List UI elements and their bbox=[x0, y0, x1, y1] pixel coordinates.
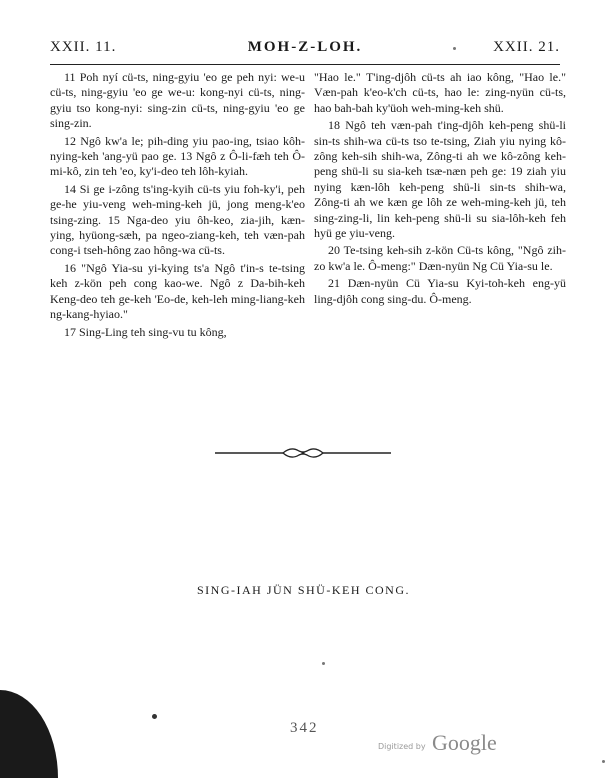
scan-corner-shadow bbox=[0, 690, 58, 778]
verse-paragraph: 20 Te-tsing keh-sih z-kön Cü-ts kông, "Ngô zih-zo kw'a le. Ô-meng:" Dæn-nyün Ng Cü Yia-su le. bbox=[314, 243, 566, 273]
verse-paragraph: 11 Poh nyí cü-ts, ning-gyiu 'eo ge peh nyi: we-u cü-ts, ning-gyiu 'eo ge we-u: kong-nyi cü-ts, ning-gyiu tso kong-nyi: sing-zin cü-ts, ning-gyiu 'eo ge sing-zin. bbox=[50, 70, 305, 131]
watermark-google-logo: Google bbox=[432, 730, 497, 755]
header-book-title: MOH-Z-LOH. bbox=[247, 39, 363, 55]
page-number: 342 bbox=[290, 720, 319, 736]
section-title: SING-IAH JÜN SHÜ-KEH CONG. bbox=[197, 583, 410, 597]
right-text-column bbox=[314, 70, 566, 307]
verse-paragraph: "Hao le." T'ing-djôh cü-ts ah iao kông, "Hao le." Væn-pah k'eo-k'ch cü-ts, hao le: zing-nyün cü-ts, hao bah-bah ky'üoh weh-ming-keh shü. bbox=[314, 70, 566, 115]
verse-paragraph: 18 Ngô teh væn-pah t'ing-djôh keh-peng shü-li sin-ts shih-wa cü-ts tso te-tsing, Ziah yiu nying kô-zông keh-sih shih-wa, Zông-ti ah we kô-zông keh-peng shü-li su sia-keh tsæ-næn peh ge: 19 ziah yiu nying kæn-lôh keh-peng shü-li sin-ts shih-wa, Zông-ti ah we kæn ge lôh ze weh-ming-keh jü, teh sing-zing-li, lin keh-peng shü-li su sia-lôh-keh feh hyü ge yiu-veng. bbox=[314, 118, 566, 241]
scan-speck bbox=[602, 760, 605, 763]
header-right-reference: XXII. 21. bbox=[493, 39, 560, 55]
verse-paragraph: 16 "Ngô Yia-su yi-kying ts'a Ngô t'in-s te-tsing keh z-kön peh cong kao-we. Ngô z Da-bih-keh Keng-deo teh ge-keh 'Eo-de, keh-leh ming-liang-keh ng-kang-hyiao." bbox=[50, 260, 305, 322]
header-left-reference: XXII. 11. bbox=[50, 39, 117, 55]
verse-paragraph: 17 Sing-Ling teh sing-vu tu kông, bbox=[64, 324, 227, 339]
verse-paragraph: 21 Dæn-nyün Cü Yia-su Kyi-toh-keh eng-yü ling-djôh cong sing-du. Ô-meng. bbox=[314, 276, 566, 306]
left-text-column bbox=[50, 70, 305, 340]
scan-speck bbox=[322, 662, 325, 665]
verse-paragraph: 14 Si ge i-zông ts'ing-kyih cü-ts yiu foh-ky'i, peh ge-he yiu-veng weh-ming-keh jü, jong meng-k'eo tsing-zing. 15 Nga-deo yiu ôh-keo, zia-jih, kæn-ying, hyüong-sæh, pa ngeo-ziang-keh, teh væn-pah cong-i tseh-hông zao hông-wa cü-ts. bbox=[50, 181, 305, 258]
ornament-divider-icon bbox=[215, 445, 391, 461]
ink-dot bbox=[152, 714, 157, 719]
scan-speck bbox=[453, 47, 456, 50]
google-watermark bbox=[378, 730, 518, 758]
watermark-digitized-by: Digitized by bbox=[378, 742, 426, 751]
running-header bbox=[50, 39, 560, 61]
verse-paragraph: 12 Ngô kw'a le; pih-ding yiu pao-ing, tsiao kôh-nying-keh 'ang-yü pao ge. 13 Ngô z Ô-li-fæh teh Ô-mi-kô, zin teh 'eo, ky'i-deo teh lôh-kyiah. bbox=[50, 133, 305, 179]
header-rule bbox=[50, 64, 560, 65]
